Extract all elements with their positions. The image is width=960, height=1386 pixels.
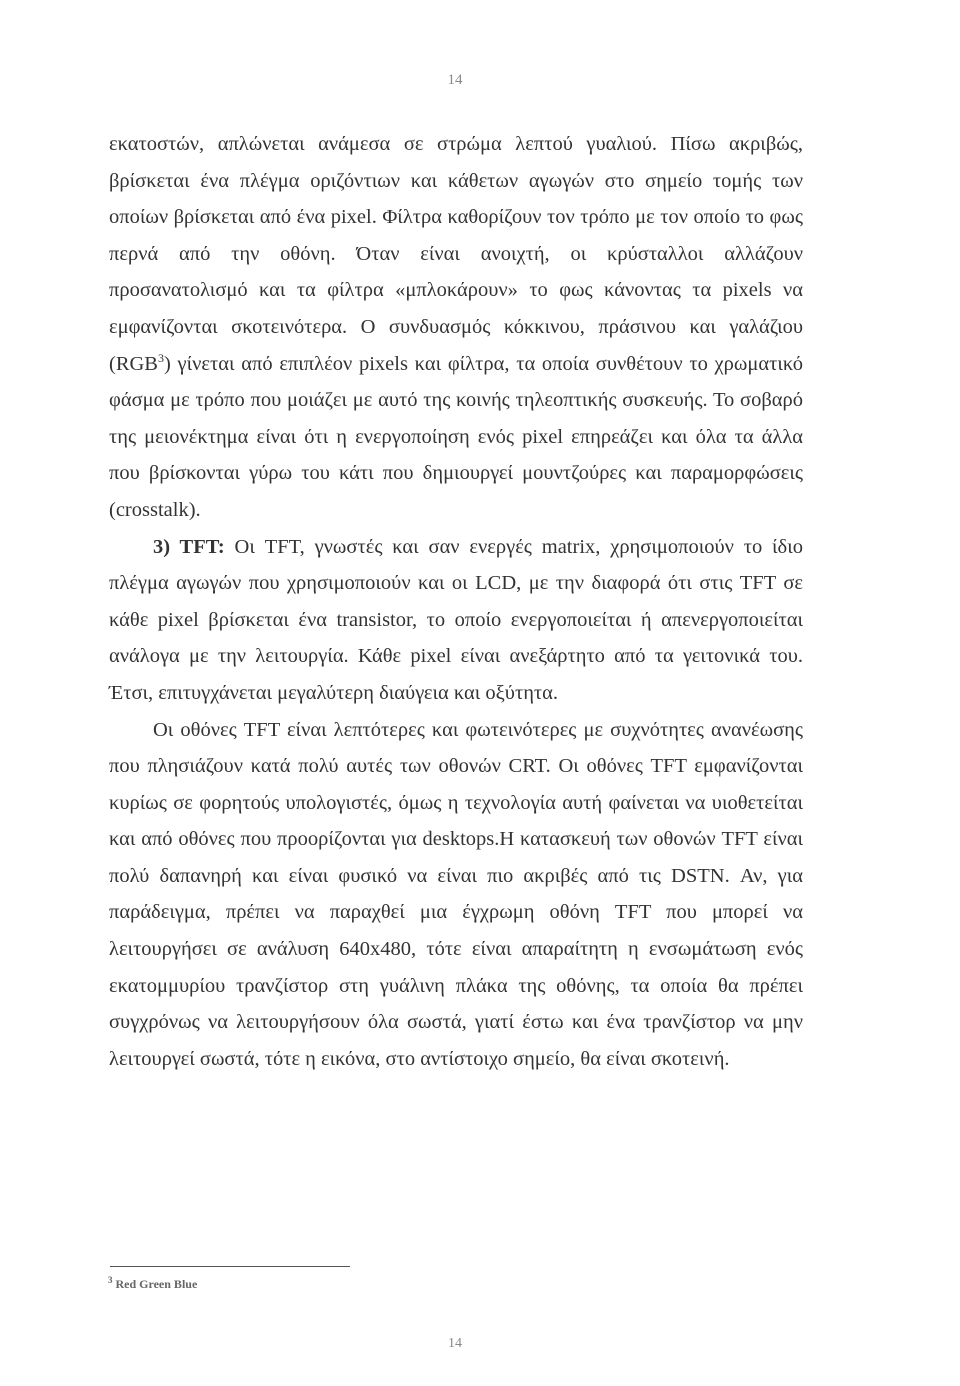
header-page-number: 14: [447, 72, 463, 88]
paragraph-tft: [109, 529, 803, 712]
footnote-divider: [110, 1266, 350, 1267]
paragraph-tft-details: Οι οθόνες TFT είναι λεπτότερες και φωτεινότερες με συχνότητες ανανέωσης που πλησιάζουν κατά πολύ αυτές των οθονών CRT. Οι οθόνες TFT εμφανίζονται κυρίως σε φορητούς υπολογιστές, όμως η τεχνολογία αυτή φαίνεται να υιοθετείται και από οθόνες που προορίζονται για desktops.Η κατασκευή των οθονών TFT είναι πολύ δαπανηρή και είναι φυσικό να είναι πιο ακριβές από τις DSTN. Αν, για παράδειγμα, πρέπει να παραχθεί μια έγχρωμη οθόνη TFT που μπορεί να λειτουργήσει σε ανάλυση 640x480, τότε είναι απαραίτητη η ενσωμάτωση ενός εκατομμυρίου τρανζίστορ στη γυάλινη πλάκα της οθόνης, τα οποία θα πρέπει συγχρόνως να λειτουργήσουν όλα σωστά, γιατί έστω και ένα τρανζίστορ να μην λειτουργεί σωστά, τότε η εικόνα, στο αντίστοιχο σημείο, θα είναι σκοτεινή.: [109, 718, 803, 1070]
paragraph-lcd-continued: [109, 126, 803, 529]
footer-page-number: 14: [448, 1336, 462, 1351]
footnote-text: Red Green Blue: [115, 1277, 198, 1291]
paragraph-text: Οι TFT, γνωστές και σαν ενεργές matrix, χρησιμοποιούν το ίδιο πλέγμα αγωγών που χρησιμοποιούν και οι LCD, με την διαφορά ότι στις TFT σε κάθε pixel βρίσκεται ένα transistor, το οποίο ενεργοποιείται ή απενεργοποιείται ανάλογα με την λειτουργία. Κάθε pixel είναι ανεξάρτητο από τα γειτονικά του. Έτσι, επιτυγχάνεται μεγαλύτερη διαύγεια και οξύτητα.: [109, 535, 803, 704]
footnote: [108, 1277, 197, 1292]
paragraph-text: ) γίνεται από επιπλέον pixels και φίλτρα, τα οποία συνθέτουν το χρωματικό φάσμα με τρόπο που μοιάζει με αυτό της κοινής τηλεοπτικής συσκευής. Το σοβαρό της μειονέκτημα είναι ότι η ενεργοποίηση ενός pixel επηρεάζει και όλα τα άλλα που βρίσκονται γύρω του κάτι που δημιουργεί μουντζούρες και παραμορφώσεις (crosstalk).: [109, 352, 803, 521]
body-text: [109, 126, 803, 1077]
paragraph-text: εκατοστών, απλώνεται ανάμεσα σε στρώμα λεπτού γυαλιού. Πίσω ακριβώς, βρίσκεται ένα πλέγμα οριζόντιων και κάθετων αγωγών στο σημείο τομής των οποίων βρίσκεται από ένα pixel. Φίλτρα καθορίζουν τον τρόπο με τον οποίο το φως περνά από την οθόνη. Όταν είναι ανοιχτή, οι κρύσταλλοι αλλάζουν προσανατολισμό και τα φίλτρα «μπλοκάρουν» το φως κάνοντας τα pixels να εμφανίζονται σκοτεινότερα. Ο συνδυασμός κόκκινου, πράσινου και γαλάζιου (RGB: [109, 133, 803, 375]
footnote-reference: 3: [157, 350, 164, 365]
footnote-marker: 3: [108, 1275, 113, 1285]
section-heading-tft: 3) TFT:: [153, 535, 225, 558]
